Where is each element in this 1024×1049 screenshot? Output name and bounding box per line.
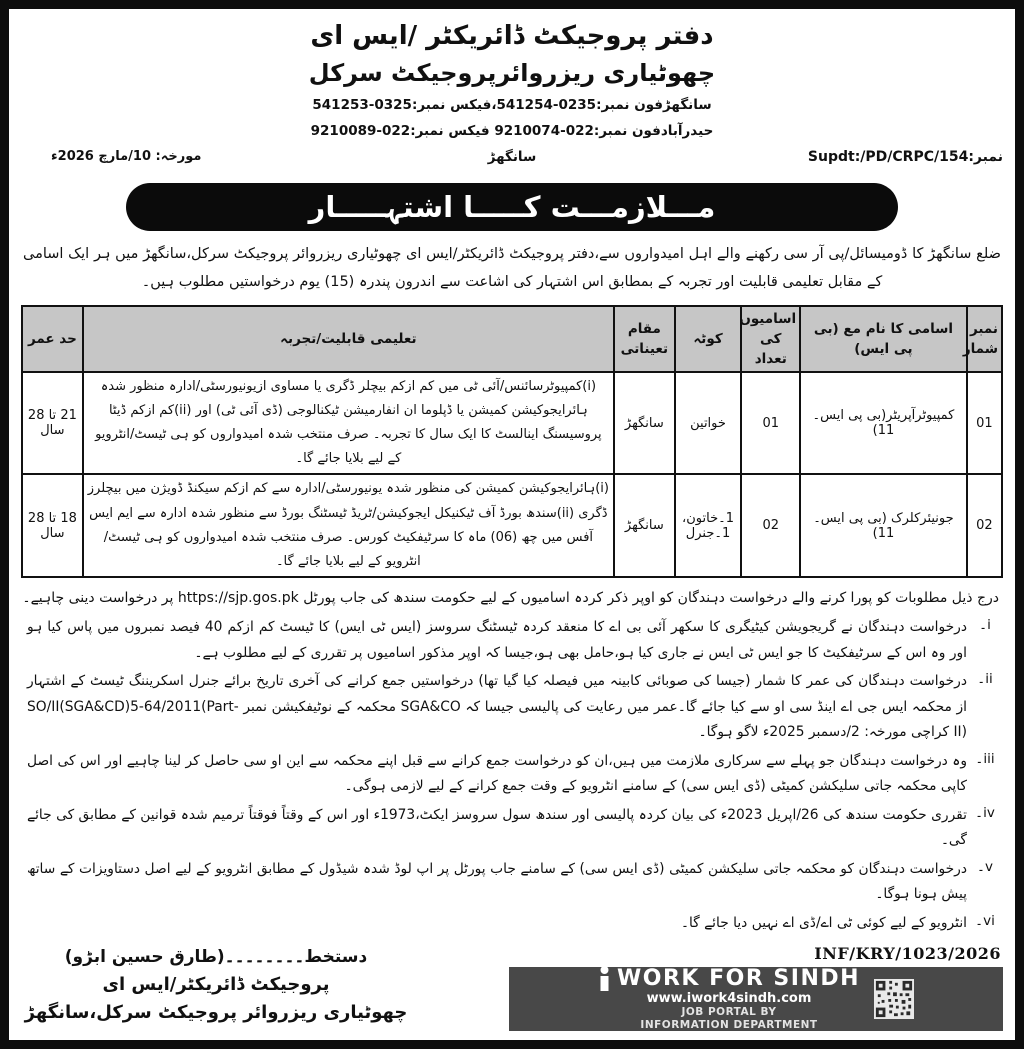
col-quota: کوٹہ bbox=[675, 306, 742, 373]
work-for-sindh-logo bbox=[598, 966, 860, 1033]
person-i-icon bbox=[598, 966, 611, 991]
reference-number: نمبر:Supdt:/PD/CRPC/154 bbox=[807, 149, 1003, 165]
signature-block bbox=[21, 940, 411, 1023]
cell-serial: 01 bbox=[967, 372, 1002, 474]
condition-number: i۔ bbox=[979, 617, 991, 634]
col-post: اسامی کا نام مع (بی پی ایس) bbox=[800, 306, 967, 373]
portal-website: www.iwork4sindh.com bbox=[646, 990, 812, 1006]
table-header-row bbox=[22, 306, 1002, 373]
job-advertisement-banner: مـــلازمـــت کـــــا اشتہـــــار bbox=[126, 183, 898, 231]
cell-post: کمپیوٹرآپریٹر(بی پی ایس۔11) bbox=[800, 372, 967, 474]
col-serial: نمبر شمار bbox=[967, 306, 1002, 373]
condition-item bbox=[21, 615, 1003, 666]
hyderabad-phone-fax: حیدرآبادفون نمبر:022-9210074 فیکس نمبر:022-9210089 bbox=[310, 123, 714, 139]
condition-text: تقرری حکومت سندھ کی 26/اپریل 2023ء کی بیان کردہ پالیسی اور سندھ سول سروسز ایکٹ،1973ء اور اس کے وقتاً فوقتاً ترمیم شدہ قوانین کے مطابق کی جائے گی۔ bbox=[27, 806, 968, 849]
ad-header bbox=[21, 21, 1003, 139]
condition-item bbox=[21, 911, 1003, 937]
sanghar-phone-fax: سانگھڑفون نمبر:0235-541254،فیکس نمبر:0325-541253 bbox=[312, 97, 712, 113]
cell-count: 02 bbox=[741, 474, 800, 576]
cell-count: 01 bbox=[741, 372, 800, 474]
condition-number: vi۔ bbox=[975, 912, 995, 929]
col-place: مقام تعیناتی bbox=[614, 306, 675, 373]
col-qualification: تعلیمی قابلیت/تجربہ bbox=[83, 306, 614, 373]
intro-paragraph: ضلع سانگھڑ کا ڈومیسائل/پی آر سی رکھنے والے اہل امیدواروں سے،دفتر پروجیکٹ ڈائریکٹر/ایس ای چھوٹیاری ریزروائر پروجیکٹ سرکل،سانگھڑ میں ہر ایک اسامی کے مقابل تعلیمی قابلیت اور تجربہ کے بمطابق اس اشتہار کی اشاعت سے اندرون پندرہ (15) یوم درخواستیں مطلوب ہیں۔ bbox=[23, 246, 1001, 291]
cell-place: سانگھڑ bbox=[614, 372, 675, 474]
qr-code bbox=[874, 979, 914, 1019]
condition-number: iii۔ bbox=[975, 750, 995, 767]
signature-line: دستخط۔۔۔۔۔۔۔۔(طارق حسین ابڑو) bbox=[64, 947, 368, 968]
logo-text: WORK FOR SINDH bbox=[616, 965, 861, 991]
cell-quota: خواتین bbox=[675, 372, 742, 474]
ad-date: مورخہ: 10/مارچ 2026ء bbox=[51, 149, 202, 164]
cell-age: 21 تا 28 سال bbox=[22, 372, 83, 474]
footer-right-column bbox=[411, 940, 1003, 1031]
condition-number: v۔ bbox=[977, 858, 993, 875]
col-count: اسامیوں کی تعداد bbox=[741, 306, 800, 373]
portal-tagline-1: JOB PORTAL BY bbox=[681, 1005, 777, 1018]
city-label: سانگھڑ bbox=[487, 149, 537, 165]
bottom-section bbox=[21, 940, 1003, 1031]
cell-qualification: (i)کمپیوٹرسائنس/آئی ٹی میں کم ازکم بیچلر ڈگری یا مساوی ازیونیورسٹی/ادارہ منظور شدہ ہائرایجوکیشن کمیشن یا ڈپلوما ان انفارمیشن ٹیکنالوجی (ڈی آئی ٹی) اور (ii)کم ازکم ڈیٹا پروسیسنگ اینالسٹ کا ایک سال کا تجربہ۔ صرف منتخب شدہ امیدواروں کو ہی ٹیسٹ/انٹرویو کے لیے بلایا جائے گا۔ bbox=[83, 372, 614, 474]
inf-reference: INF/KRY/1023/2026 bbox=[814, 944, 1001, 964]
cell-age: 18 تا 28 سال bbox=[22, 474, 83, 576]
col-age: حد عمر bbox=[22, 306, 83, 373]
cell-place: سانگھڑ bbox=[614, 474, 675, 576]
cell-post: جونیئرکلرک (بی پی ایس۔11) bbox=[800, 474, 967, 576]
condition-item bbox=[21, 669, 1003, 746]
table-row-junior-clerk bbox=[22, 474, 1002, 576]
condition-item bbox=[21, 803, 1003, 854]
conditions-intro: درج ذیل مطلوبات کو پورا کرنے والے درخواست دہندگان کو اوپر ذکر کردہ اسامیوں کے لیے حکومت سندھ کی جاب پورٹل https://sjp.gos.pk پر درخواست دینی چاہیے۔ bbox=[22, 589, 999, 606]
project-circle-title: چھوٹیاری ریزروائرپروجیکٹ سرکل bbox=[308, 59, 716, 87]
conditions-section bbox=[21, 585, 1003, 937]
condition-number: ii۔ bbox=[977, 671, 993, 688]
reference-row bbox=[21, 149, 1003, 173]
office-title: دفتر پروجیکٹ ڈائریکٹر /ایس ای bbox=[310, 21, 714, 51]
condition-text: درخواست دہندگان نے گریجویشن کیٹیگری کا سکھر آئی بی اے کا منعقد کردہ ٹیسٹنگ سروسز (ایس ٹی ایس) کا ٹیسٹ کم ازکم 40 فیصد نمبروں میں پاس کیا ہو اور وہ اس کے سرٹیفکیٹ کا جو ایس ٹی ایس نے جاری کیا ہو،حامل بھی ہو،جیسا کہ اوپر مذکور اسامیوں پر تقرری کے لیے مطلوب ہے۔ bbox=[27, 619, 967, 661]
work-for-sindh-box bbox=[509, 967, 1003, 1031]
signatory-designation: پروجیکٹ ڈائریکٹر/ایس ای bbox=[102, 974, 330, 996]
table-row-computer-operator bbox=[22, 372, 1002, 474]
condition-item bbox=[21, 749, 1003, 800]
condition-text: درخواست دہندگان کی عمر کا شمار (جیسا کی صوبائی کابینہ میں فیصلہ کیا گیا تھا) درخواستیں جمع کرانے کی آخری تاریخ برائے جنرل اسکریننگ ٹیسٹ کے اشتہار از محکمہ ایس جی اے اینڈ سی او سے کیا جائے گا۔عمر میں رعایت کی پالیسی جیسا کہ SGA&CO محکمہ کے نوٹیفکیشن نمبر SO/II(SGA&CD)5-64/2011(Part-II) کراچی مورخہ: 2/دسمبر 2025ء لاگو ہوگا۔ bbox=[27, 673, 967, 741]
condition-text: وہ درخواست دہندگان جو پہلے سے سرکاری ملازمت میں ہیں،ان کو درخواست جمع کرانے سے قبل اپنے محکمہ سے این او سی حاصل کر لینا چاہیے اور اس کی اصل کاپی محکمہ جاتی سلیکشن کمیٹی (ڈی ایس سی) کے سامنے انٹرویو کے وقت جمع کرانے کے لیے لازمی ہوگی۔ bbox=[27, 752, 967, 795]
portal-tagline-2: INFORMATION DEPARTMENT bbox=[640, 1019, 818, 1032]
condition-number: iv۔ bbox=[975, 804, 995, 821]
condition-item bbox=[21, 857, 1003, 908]
cell-serial: 02 bbox=[967, 474, 1002, 576]
vacancies-table bbox=[21, 305, 1003, 578]
condition-text: درخواست دہندگان کو محکمہ جاتی سلیکشن کمیٹی (ڈی ایس سی) کے سامنے جاب پورٹل پر اپ لوڈ شدہ شیڈول کے مطابق انٹرویو کے لیے اصل دستاویزات کے ساتھ پیش ہونا ہوگا۔ bbox=[27, 860, 967, 903]
cell-quota: 1۔خاتون، 1۔جنرل bbox=[675, 474, 742, 576]
signatory-office: چھوٹیاری ریزروائر پروجیکٹ سرکل،سانگھڑ bbox=[24, 1002, 408, 1024]
condition-text: انٹرویو کے لیے کوئی ٹی اے/ڈی اے نہیں دیا جائے گا۔ bbox=[680, 914, 967, 931]
cell-qualification: (i)ہائرایجوکیشن کمیشن کی منظور شدہ یونیورسٹی/ادارہ سے کم ازکم سیکنڈ ڈویژن میں بیچلرز ڈگری (ii)سندھ بورڈ آف ٹیکنیکل ایجوکیشن/ٹریڈ ٹیسٹنگ بورڈ سے منظور شدہ ادارہ سے ایم ایس آفس میں چھ (06) ماہ کا سرٹیفکیٹ کورس۔ صرف منتخب شدہ امیدواروں کو ہی ٹیسٹ/انٹرویو کے لیے بلایا جائے گا۔ bbox=[83, 474, 614, 576]
